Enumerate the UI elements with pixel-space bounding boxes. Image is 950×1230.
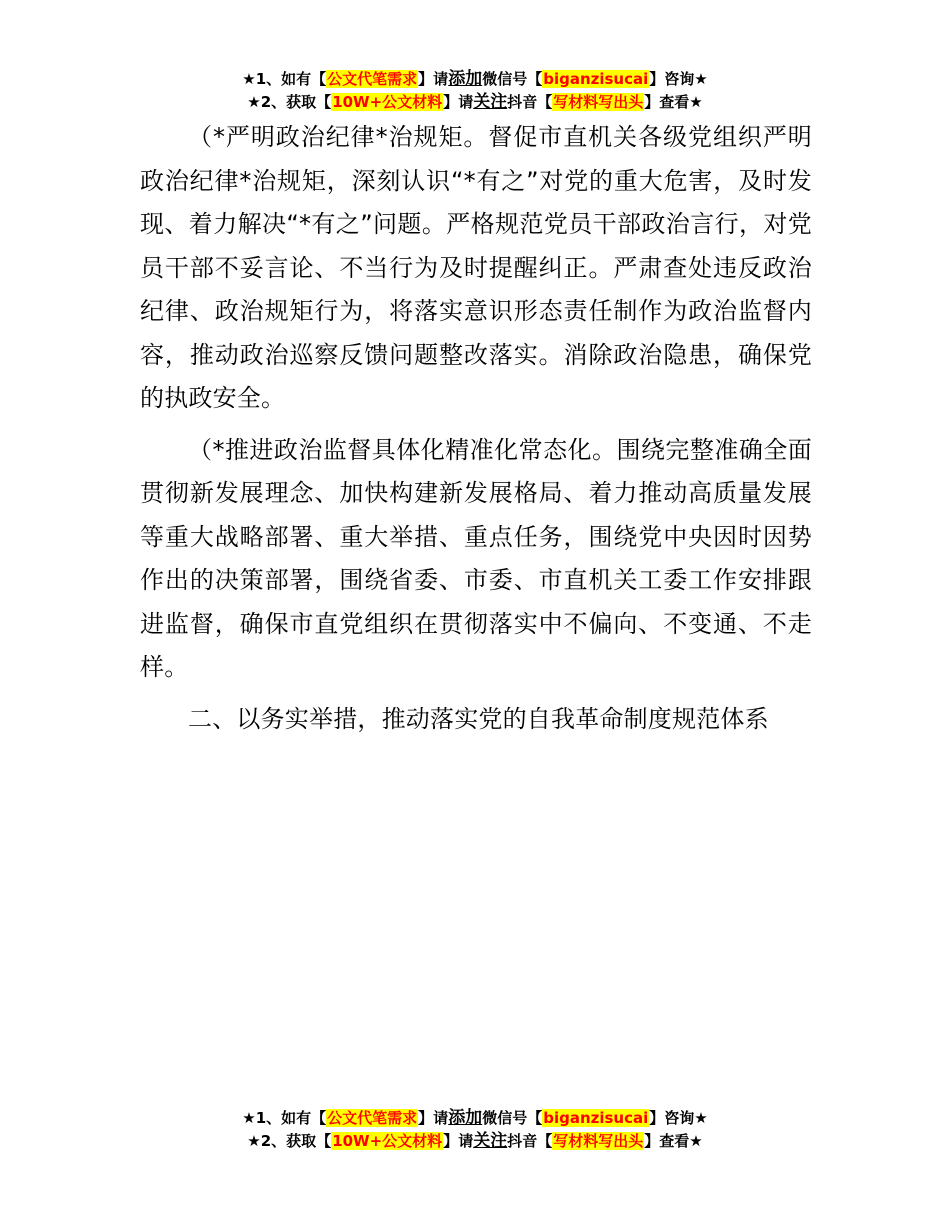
ad-underline-add: 添加 — [448, 1108, 483, 1128]
ad-text: 抖音【 — [507, 93, 553, 111]
ad-underline-follow: 关注 — [473, 1131, 508, 1151]
ad-highlight-wechat-id: biganzisucai — [543, 1109, 649, 1127]
header-ad-banner — [0, 68, 950, 114]
ad-line-1 — [0, 68, 950, 91]
ad-text: 】查看★ — [644, 1132, 703, 1150]
ad-underline-follow: 关注 — [473, 92, 508, 112]
ad-text: 】咨询★ — [649, 1109, 708, 1127]
ad-text: 】请 — [418, 1109, 449, 1127]
ad-text: 抖音【 — [507, 1132, 553, 1150]
ad-text: 】咨询★ — [649, 70, 708, 88]
ad-highlight-douyin: 写材料写出头 — [553, 93, 644, 111]
ad-highlight-service: 公文代笔需求 — [327, 1109, 418, 1127]
ad-text: 微信号【 — [482, 70, 543, 88]
ad-highlight-douyin: 写材料写出头 — [553, 1132, 644, 1150]
ad-line-1 — [0, 1107, 950, 1130]
ad-text: 】请 — [418, 70, 449, 88]
ad-highlight-wechat-id: biganzisucai — [543, 70, 649, 88]
ad-text: 】请 — [443, 1132, 474, 1150]
paragraph-political-supervision: （*推进政治监督具体化精准化常态化。围绕完整准确全面贯彻新发展理念、加快构建新发展格局、着力推动高质量发展等重大战略部署、重大举措、重点任务，围绕党中央因时因势作出的决策部署，围绕省委、市委、市直机关工委工作安排跟进监督，确保市直党组织在贯彻落实中不偏向、不变通、不走样。 — [140, 435, 812, 681]
ad-text: ★2、获取【 — [247, 93, 332, 111]
paragraph-political-discipline: （*严明政治纪律*治规矩。督促市直机关各级党组织严明政治纪律*治规矩，深刻认识“*有之”对党的重大危害，及时发现、着力解决“*有之”问题。严格规范党员干部政治言行，对党员干部不妥言论、不当行为及时提醒纠正。严肃查处违反政治纪律、政治规矩行为，将落实意识形态责任制作为政治监督内容，推动政治巡察反馈问题整改落实。消除政治隐患，确保党的执政安全。 — [140, 123, 812, 412]
footer-ad-banner — [0, 1107, 950, 1153]
ad-text: 】查看★ — [644, 93, 703, 111]
section-heading: 二、以务实举措，推动落实党的自我革命制度规范体系 — [188, 704, 769, 733]
ad-text: 微信号【 — [482, 1109, 543, 1127]
ad-text: ★2、获取【 — [247, 1132, 332, 1150]
ad-line-2 — [0, 91, 950, 114]
document-body — [140, 116, 812, 749]
ad-text: ★1、如有【 — [242, 1109, 327, 1127]
ad-highlight-service: 公文代笔需求 — [327, 70, 418, 88]
ad-highlight-materials: 10W+公文材料 — [332, 93, 443, 111]
ad-text: 】请 — [443, 93, 474, 111]
ad-line-2 — [0, 1130, 950, 1153]
ad-highlight-materials: 10W+公文材料 — [332, 1132, 443, 1150]
ad-underline-add: 添加 — [448, 69, 483, 89]
ad-text: ★1、如有【 — [242, 70, 327, 88]
